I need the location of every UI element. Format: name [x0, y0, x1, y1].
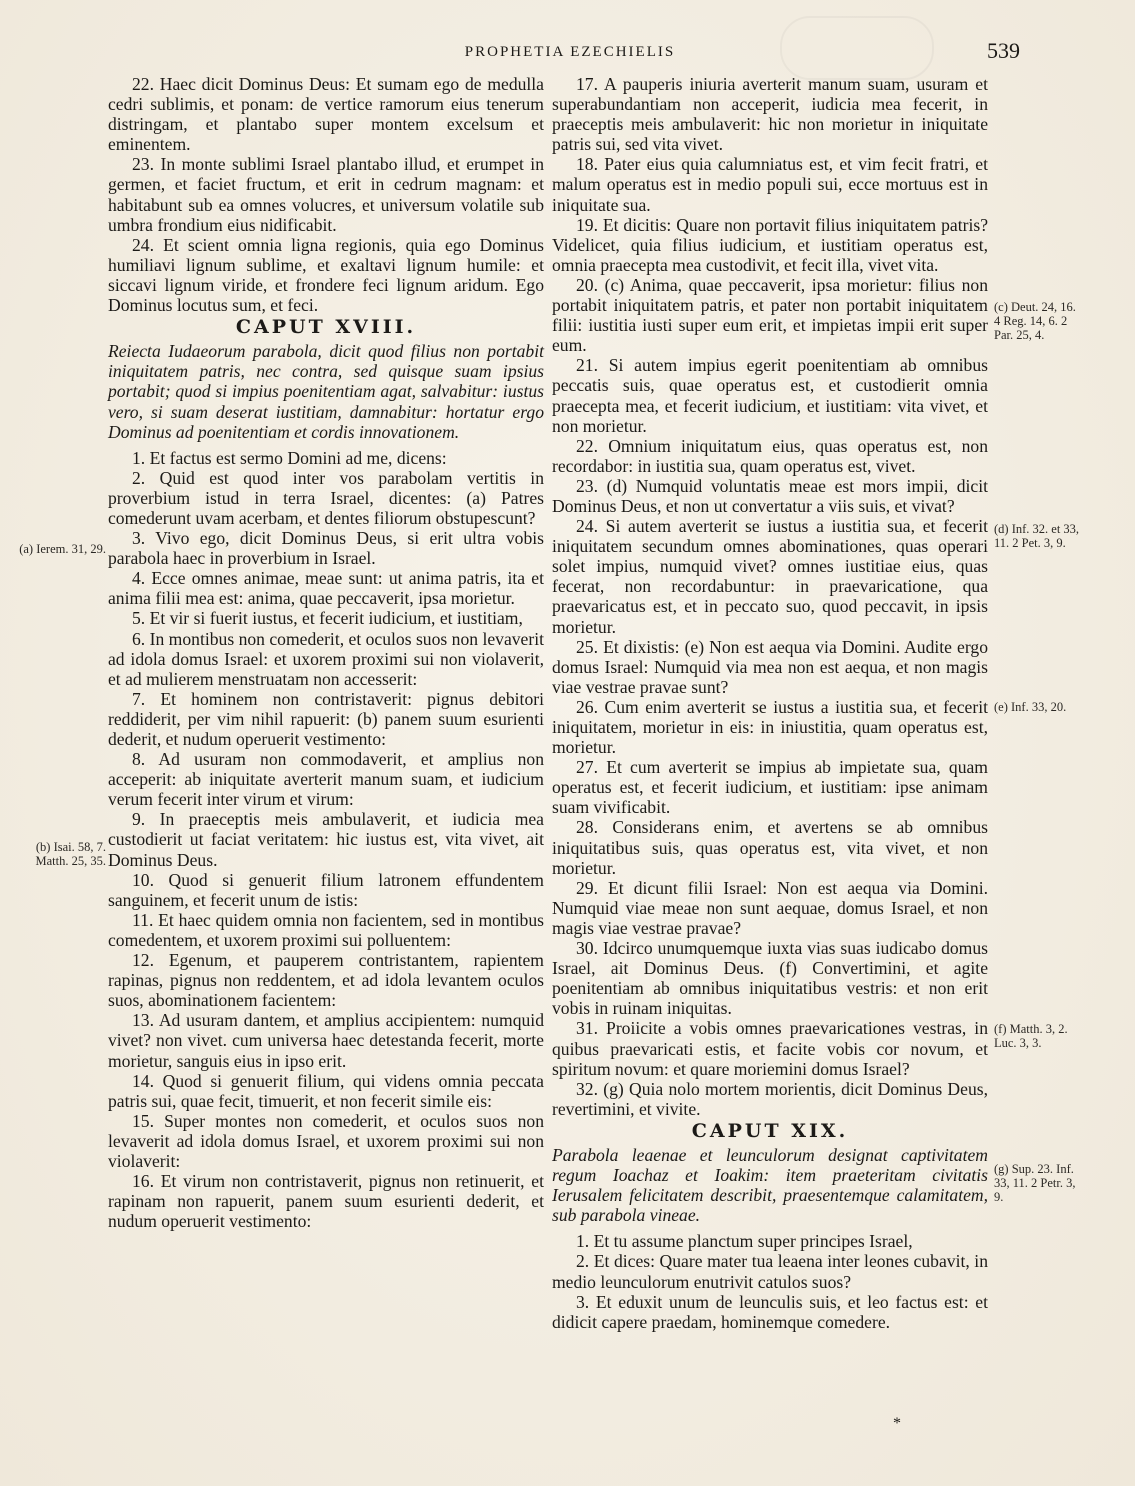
verse: 2. Quid est quod inter vos parabolam vertitis in proverbium istud in terra Israel, dicentes: (a) Patres comederunt uvam acerbam, et dentes filiorum obstupescunt?: [108, 467, 544, 528]
margin-note-d: (d) Inf. 32. et 33, 11. 2 Pet. 3, 9.: [994, 522, 1080, 550]
verse: 18. Pater eius quia calumniatus est, et vim fecit fratri, et malum operatus est in medio populi sui, ecce mortuus est in iniquitate sua.: [552, 154, 988, 215]
verse: 16. Et virum non contristaverit, pignus non retinuerit, et rapinam non rapuerit, panem suum esurienti dederit, et nudum operuerit vestimento:: [108, 1171, 544, 1232]
verse: 24. Et scient omnia ligna regionis, quia ego Dominus humiliavi lignum sublime, et exaltavi lignum humile: et siccavi lignum viride, et frondere feci lignum aridum. Ego Dominus locutus sum, et feci.: [108, 234, 544, 316]
verse: 4. Ecce omnes animae, meae sunt: ut anima patris, ita et anima filii mea est: anima, quae peccaverit, ipsa morietur.: [108, 568, 544, 609]
verse: 3. Et eduxit unum de leunculis suis, et leo factus est: et didicit capere praedam, hominemque comedere.: [552, 1291, 988, 1332]
verse: 15. Super montes non comederit, et oculos suos non levaverit ad idola domus Israel, et uxorem proximi sui non violaverit:: [108, 1110, 544, 1171]
chapter-heading: CAPUT XVIII.: [235, 316, 417, 339]
running-header: PROPHETIA EZECHIELIS: [464, 44, 676, 60]
verse: 31. Proiicite a vobis omnes praevaricationes vestras, in quibus praevaricati estis, et facite vobis cor novum, et spiritum novum: et quare moriemini domus Israel?: [552, 1018, 988, 1079]
margin-note-e: (e) Inf. 33, 20.: [994, 700, 1067, 714]
chapter-summary: Reiecta Iudaeorum parabola, dicit quod filius non portabit iniquitatem patris, nec contra, sed quisque suam ipsius portabit; quod si impius poenitentiam agat, salvabitur: iustus vero, si suam deserat iustitiam, damnabitur: hortatur ergo Dominus ad poenitentiam et cordis innovationem.: [108, 341, 544, 442]
margin-note-g: (g) Sup. 23. Inf. 33, 11. 2 Petr. 3, 9.: [994, 1162, 1076, 1204]
verse: 22. Haec dicit Dominus Deus: Et sumam ego de medulla cedri sublimis, et ponam: de vertice ramorum eius tenerum distringam, et plantabo super montem excelsum et eminentem.: [108, 74, 544, 155]
margin-note-c: (c) Deut. 24, 16. 4 Reg. 14, 6. 2 Par. 25, 4.: [994, 300, 1076, 342]
margin-note-a: (a) Ierem. 31, 29.: [19, 542, 106, 556]
verse: 17. A pauperis iniuria averterit manum suam, usuram et superabundantiam non acceperit, iudicia mea fecerit, in praeceptis meis ambulaverit: hic non morietur in iniquitate patris sui, sed vita vivet.: [552, 74, 988, 155]
left-column: [108, 74, 544, 1231]
verse: 23. In monte sublimi Israel plantabo illud, et erumpet in germen, et faciet fructum, et erit in cedrum magnam: et habitabunt sub ea omnes volucres, et universum volatile sub umbra frondium eius nidificabit.: [108, 154, 544, 235]
chapter-summary: Parabola leaenae et leunculorum designat captivitatem regum Ioachaz et Ioakim: item praeteritam civitatis Ierusalem felicitatem describit, praesentemque calamitatem, sub parabola vineae.: [552, 1144, 988, 1226]
verse: 5. Et vir si fuerit iustus, et fecerit iudicium, et iustitiam,: [132, 608, 523, 629]
page-number: 539: [987, 38, 1020, 63]
verse: 21. Si autem impius egerit poenitentiam ab omnibus peccatis suis, quae operatus est, et custodierit omnia praecepta mea, et fecerit iudicium, et iustitiam: vita vivet, et non morietur.: [552, 355, 988, 436]
verse: 30. Idcirco unumquemque iuxta vias suas iudicabo domus Israel, ait Dominus Deus. (f) Convertimini, et agite poenitentiam ab omnibus iniquitatibus vestris: et non erit vobis in ruinam iniquitas.: [552, 938, 988, 1019]
chapter-heading: CAPUT XIX.: [691, 1119, 849, 1142]
verse: 20. (c) Anima, quae peccaverit, ipsa morietur: filius non portabit iniquitatem patris, et pater non portabit iniquitatem filii: iustitia iusti super eum erit, et impietas impii erit super eum.: [552, 274, 988, 356]
verse: 11. Et haec quidem omnia non facientem, sed in montibus comedentem, et uxorem proximi sui polluentem:: [108, 909, 544, 950]
verse: 23. (d) Numquid voluntatis meae est mors impii, dicit Dominus Deus, et non ut convertatur a viis suis, et vivat?: [552, 475, 988, 516]
verse: 26. Cum enim averterit se iustus a iustitia sua, et fecerit iniquitatem, morietur in eis: in iniustitia, quam operatus est, morietur.: [552, 696, 988, 758]
verse: 3. Vivo ego, dicit Dominus Deus, si erit ultra vobis parabola haec in proverbium in Israel.: [108, 528, 544, 569]
verse: 7. Et hominem non contristaverit: pignus debitori reddiderit, per vim nihil rapuerit: (b) panem suum esurienti dederit, et nudum operuerit vestimento:: [108, 688, 544, 749]
footer-asterisk: *: [893, 1415, 901, 1432]
verse: 13. Ad usuram dantem, et amplius accipientem: numquid vivet? non vivet. cum universa haec detestanda fecerit, morte morietur, sanguis eius in ipso erit.: [108, 1010, 544, 1071]
verse: 8. Ad usuram non commodaverit, et amplius non acceperit: ab iniquitate averterit manum suam, et iudicium verum fecerit inter virum et virum:: [108, 749, 544, 810]
verse: 10. Quod si genuerit filium latronem effundentem sanguinem, et fecerit unum de istis:: [108, 869, 544, 910]
verse: 27. Et cum averterit se impius ab impietate sua, quam operatus est, et fecerit iudicium, et iustitiam: ipse animam suam vivificabit.: [552, 757, 988, 818]
verse: 14. Quod si genuerit filium, qui videns omnia peccata patris sui, quae fecit, timuerit, et non fecerit simile eis:: [108, 1070, 544, 1111]
verse: 1. Et tu assume planctum super principes Israel,: [576, 1231, 913, 1252]
verse: 2. Et dices: Quare mater tua leaena inter leones cubavit, in medio leunculorum enutrivit catulos suos?: [552, 1251, 988, 1292]
verse: 25. Et dixistis: (e) Non est aequa via Domini. Audite ergo domus Israel: Numquid via mea non est aequa, et non magis viae vestrae pravae sunt?: [552, 636, 988, 697]
verse: 6. In montibus non comederit, et oculos suos non levaverit ad idola domus Israel: et uxorem proximi sui non violaverit, et ad mulierem menstruatam non accesserit:: [108, 628, 544, 689]
verse: 12. Egenum, et pauperem contristantem, rapientem rapinas, pignus non reddentem, et ad idola levantem oculos suos, abominationem facientem:: [108, 950, 544, 1011]
margin-note-f: (f) Matth. 3, 2. Luc. 3, 3.: [994, 1022, 1068, 1050]
verse: 24. Si autem averterit se iustus a iustitia sua, et fecerit iniquitatem secundum omnes abominationes, quas operari solet impius, numquid vivet? omnes iustitiae eius, quas fecerat, non recordabuntur: in praevaricatione, qua praevaricatus est, et in peccato suo, quod peccavit, in ipsis morietur.: [552, 516, 988, 637]
verse: 22. Omnium iniquitatum eius, quas operatus est, non recordabor: in iustitia sua, quam operatus est, vivet.: [552, 435, 988, 476]
margin-note-b: (b) Isai. 58, 7. Matth. 25, 35.: [35, 840, 106, 868]
verse: 29. Et dicunt filii Israel: Non est aequa via Domini. Numquid viae meae non sunt aequae, domus Israel, et non magis viae vestrae pravae?: [552, 877, 988, 938]
verse: 19. Et dicitis: Quare non portavit filius iniquitatem patris? Videlicet, quia filius iudicium, et iustitiam operatus est, omnia praecepta mea custodivit, et fecit illa, vivet vita.: [552, 214, 988, 275]
verse: 28. Considerans enim, et avertens se ab omnibus iniquitatibus suis, quas operatus est, vita vivet, et non morietur.: [552, 817, 988, 878]
verse: 1. Et factus est sermo Domini ad me, dicens:: [132, 447, 447, 468]
verse: 9. In praeceptis meis ambulaverit, et iudicia mea custodierit ut faciat veritatem: hic iustus est, vita vivet, ait Dominus Deus.: [108, 809, 544, 870]
right-column: [552, 74, 988, 1332]
paper-stain: [780, 16, 934, 80]
verse: 32. (g) Quia nolo mortem morientis, dicit Dominus Deus, revertimini, et vivite.: [552, 1078, 988, 1119]
